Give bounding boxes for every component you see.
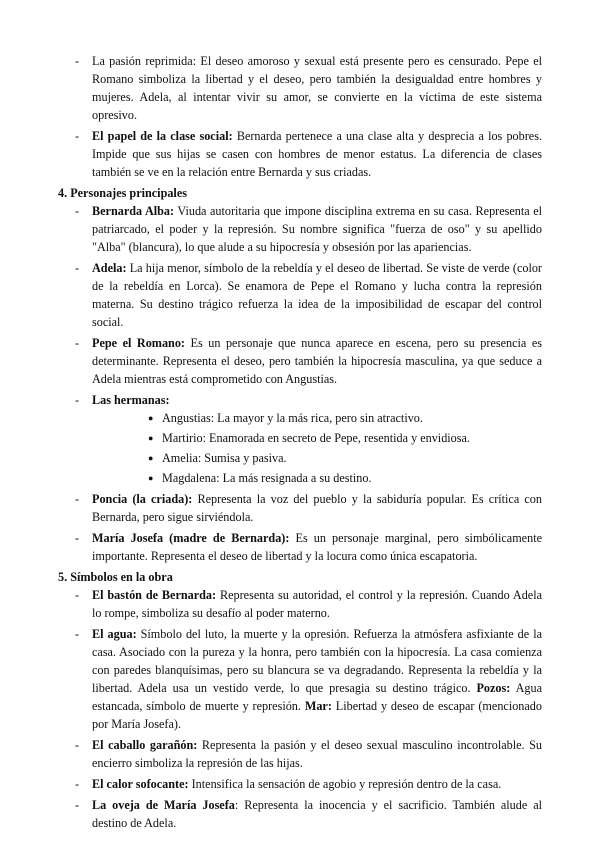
- item-text: Representa su autoridad, el control y la represión. Cuando Adela lo rompe, simboliza su desafío al poder materno.: [92, 588, 542, 620]
- item-lead: María Josefa (madre de Bernarda):: [92, 531, 290, 545]
- list-item-baston: [58, 586, 542, 622]
- item-lead: El caballo garañón:: [92, 738, 198, 752]
- item-text: : Representa la inocencia y el sacrificio. También alude al destino de Adela.: [92, 798, 542, 830]
- list-item-hermanas: [58, 391, 542, 487]
- item-text: Viuda autoritaria que impone disciplina extrema en su casa. Representa el patriarcado, el poder y la represión. Su nombre significa "fuerza de oso" y su apellido "Alba" (blancura), lo que alude a su hipocresía y obsesión por las apariencias.: [92, 204, 542, 254]
- item-lead-mar: Mar:: [304, 699, 332, 713]
- simbolos-list: [58, 586, 542, 832]
- item-text: Es un personaje marginal, pero simbólicamente importante. Representa el deseo de libertad y la locura como única escapatoria.: [92, 531, 542, 563]
- section-heading-simbolos: 5. Símbolos en la obra: [58, 570, 173, 584]
- item-text: Bernarda pertenece a una clase alta y desprecia a los pobres. Impide que sus hijas se casen con hombres de menor estatus. La diferencia de clases también se ve en la relación entre Bernarda y sus criadas.: [92, 129, 543, 179]
- item-lead: Las hermanas:: [92, 393, 170, 407]
- sublist-item-magdalena: ● Magdalena: La más resignada a su destino.: [148, 469, 542, 487]
- item-lead: El bastón de Bernarda:: [92, 588, 217, 602]
- item-lead: El calor sofocante:: [92, 777, 189, 791]
- item-lead: El papel de la clase social:: [92, 129, 233, 143]
- sublist-item-martirio: ● Martirio: Enamorada en secreto de Pepe, resentida y envidiosa.: [148, 429, 542, 447]
- item-lead-pozos: Pozos:: [476, 681, 511, 695]
- intro-list: [58, 52, 542, 181]
- section-heading-personajes: 4. Personajes principales: [58, 186, 187, 200]
- item-lead: Poncia (la criada):: [92, 492, 193, 506]
- item-text-pozos: Agua estancada, símbolo de muerte y represión.: [92, 681, 542, 713]
- sublist-item-angustias: ● Angustias: La mayor y la más rica, pero sin atractivo.: [148, 409, 542, 427]
- list-item-bernarda: [58, 202, 542, 256]
- list-item-agua: [58, 625, 542, 733]
- list-item-adela: [58, 259, 542, 331]
- list-item-poncia: [58, 490, 542, 526]
- list-item-clase-social: [58, 127, 542, 181]
- item-text: Representa la voz del pueblo y la sabiduría popular. Es crítica con Bernarda, pero sigue sirviéndola.: [92, 492, 542, 524]
- item-text: Es un personaje que nunca aparece en escena, pero su presencia es determinante. Representa el deseo, pero también la hipocresía masculina, ya que seduce a Adela mientras está comprometido con Angustias.: [92, 336, 542, 386]
- personajes-list: [58, 202, 542, 565]
- item-lead: Bernarda Alba:: [92, 204, 175, 218]
- item-lead: El agua:: [92, 627, 137, 641]
- item-text: Símbolo del luto, la muerte y la opresión. Refuerza la atmósfera asfixiante de la casa. Asociado con la pureza y la honra, pero también con la hipocresía. La casa comienza con paredes blanquísimas, pero su blancura se va degradando. Representa la rebeldía y la libertad. Adela usa un vestido verde, lo que presagia su destino trágico.: [92, 627, 542, 695]
- item-text: Intensifica la sensación de agobio y represión dentro de la casa.: [188, 777, 502, 791]
- list-item-oveja: [58, 796, 542, 832]
- sublist-item-amelia: ● Amelia: Sumisa y pasiva.: [148, 449, 542, 467]
- item-lead: Pepe el Romano:: [92, 336, 185, 350]
- hermanas-sublist: [92, 409, 542, 487]
- item-text-mar: Libertad y deseo de escapar (mencionado por María Josefa).: [92, 699, 542, 731]
- item-text: La hija menor, símbolo de la rebeldía y el deseo de libertad. Se viste de verde (color de la rebeldía en Lorca). Se enamora de Pepe el Romano y lucha contra la represión materna. Su destino trágico refuerza la idea de la imposibilidad de escapar del control social.: [92, 261, 542, 329]
- item-text: Representa la pasión y el deseo sexual masculino incontrolable. Su encierro simboliza la represión de las hijas.: [92, 738, 543, 770]
- item-text: La pasión reprimida: El deseo amoroso y sexual está presente pero es censurado. Pepe el Romano simboliza la libertad y el deseo, pero también la desigualdad entre hombres y mujeres. Adela, al intentar vivir su amor, se convierte en la víctima de este sistema opresivo.: [92, 54, 542, 122]
- list-item-maria-josefa: [58, 529, 542, 565]
- list-item-pepe: [58, 334, 542, 388]
- list-item-calor: [58, 775, 542, 793]
- list-item-caballo: [58, 736, 542, 772]
- item-lead: Adela:: [92, 261, 127, 275]
- item-lead: La oveja de María Josefa: [92, 798, 235, 812]
- list-item-pasion: [58, 52, 542, 124]
